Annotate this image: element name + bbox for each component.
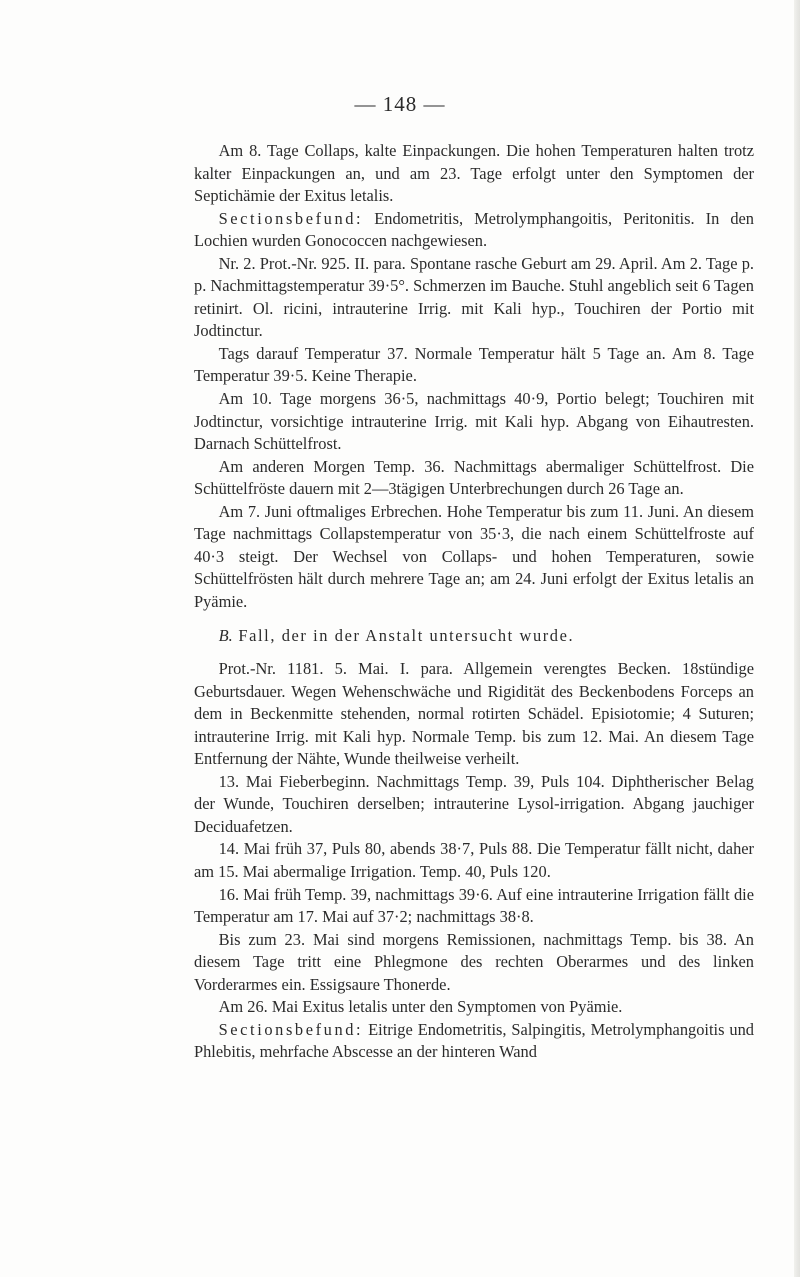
paragraph-text: Am 8. Tage Collaps, kalte Einpackungen. Die hohen Temperaturen halten trotz kalter Einpackungen an, und am 23. Tage erfolgt unter den Symptomen der Septichämie der Exitus letalis.: [194, 141, 754, 206]
paragraph-text: Eitrige Endometritis, Salpingitis, Metrolymphangoitis und Phlebitis, mehrfache Abscesse an der hinteren Wand: [194, 1019, 754, 1062]
section-heading: [194, 625, 754, 648]
paragraph-text: Endometritis, Metrolymphangoitis, Peritonitis. In den Lochien wurden Gonococcen nachgewiesen.: [194, 208, 754, 251]
paragraph-text: 14. Mai früh 37, Puls 80, abends 38·7, Puls 88. Die Temperatur fällt nicht, daher am 15. Mai abermalige Irrigation. Temp. 40, Puls 120.: [194, 839, 754, 881]
paragraph: [194, 996, 754, 1019]
paragraph: [194, 501, 754, 614]
body-text: [194, 140, 754, 1064]
paragraph-text: Nr. 2. Prot.-Nr. 925. II. para. Spontane rasche Geburt am 29. April. Am 2. Tage p. p. Nachmittagstemperatur 39·5°. Schmerzen im Bauche. Stuhl angeblich seit 6 Tagen retinirt. Ol. ricini, intrauterine Irrig. mit Kali hyp., Touchiren der Portio mit Jodtinctur.: [194, 253, 754, 341]
paragraph: [194, 929, 754, 997]
page-edge-shadow: [794, 0, 800, 1277]
paragraph-text: Am 7. Juni oftmaliges Erbrechen. Hohe Temperatur bis zum 11. Juni. An diesem Tage nachmittags Collapstemperatur von 35·3, die nach einem Schüttelfroste auf 40·3 steigt. Der Wechsel von Collaps- und hohen Temperaturen, sowie Schüttelfrösten hält durch mehrere Tage an; am 24. Juni erfolgt der Exitus letalis an Pyämie.: [194, 501, 754, 611]
paragraph: [194, 838, 754, 883]
paragraph-text: 16. Mai früh Temp. 39, nachmittags 39·6. Auf eine intrauterine Irrigation fällt die Temperatur am 17. Mai auf 37·2; nachmittags 38·8.: [194, 884, 754, 927]
paragraph: [194, 343, 754, 388]
paragraph-text: Am 26. Mai Exitus letalis unter den Symptomen von Pyämie.: [218, 997, 623, 1017]
paragraph: [194, 884, 754, 929]
paragraph-text: Am anderen Morgen Temp. 36. Nachmittags abermaliger Schüttelfrost. Die Schüttelfröste dauern mit 2—3tägigen Unterbrechungen durch 26 Tage an.: [194, 456, 754, 499]
paragraph-text: Sectionsbefund:: [218, 208, 364, 228]
paragraph: [194, 1019, 754, 1064]
paragraph-text: B.: [218, 626, 233, 646]
paragraph: [194, 388, 754, 456]
paragraph: [194, 208, 754, 253]
paragraph: [194, 658, 754, 771]
paragraph-text: Bis zum 23. Mai sind morgens Remissionen, nachmittags Temp. bis 38. An diesem Tage tritt eine Phlegmone des rechten Oberarmes und des linken Vorderarmes ein. Essigsaure Thonerde.: [194, 929, 754, 994]
paragraph: [194, 771, 754, 839]
paragraph-text: Sectionsbefund:: [218, 1019, 364, 1039]
paragraph-text: Prot.-Nr. 1181. 5. Mai. I. para. Allgemein verengtes Becken. 18stündige Geburtsdauer. Wegen Wehenschwäche und Rigidität des Beckenbodens Forceps an dem in Beckenmitte stehenden, normal rotirten Schädel. Episiotomie; 4 Suturen; intrauterine Irrig. mit Kali hyp. Normale Temp. bis zum 12. Mai. An diesem Tage Entfernung der Nähte, Wunde theilweise verheilt.: [194, 659, 754, 769]
paragraph-text: 13. Mai Fieberbeginn. Nachmittags Temp. 39, Puls 104. Diphtherischer Belag der Wunde, Touchiren derselben; intrauterine Lysol-irrigation. Abgang jauchiger Deciduafetzen.: [194, 771, 754, 836]
paragraph-text: Am 10. Tage morgens 36·5, nachmittags 40·9, Portio belegt; Touchiren mit Jodtinctur, vorsichtige intrauterine Irrig. mit Kali hyp. Abgang von Eihautresten. Darnach Schüttelfrost.: [194, 389, 754, 454]
page-number: — 148 —: [354, 92, 446, 116]
paragraph: [194, 140, 754, 208]
paragraph: [194, 456, 754, 501]
paragraph: [194, 253, 754, 343]
paragraph-text: Fall, der in der Anstalt untersucht wurde.: [232, 626, 575, 646]
paragraph-text: Tags darauf Temperatur 37. Normale Temperatur hält 5 Tage an. Am 8. Tage Temperatur 39·5. Keine Therapie.: [194, 343, 754, 386]
